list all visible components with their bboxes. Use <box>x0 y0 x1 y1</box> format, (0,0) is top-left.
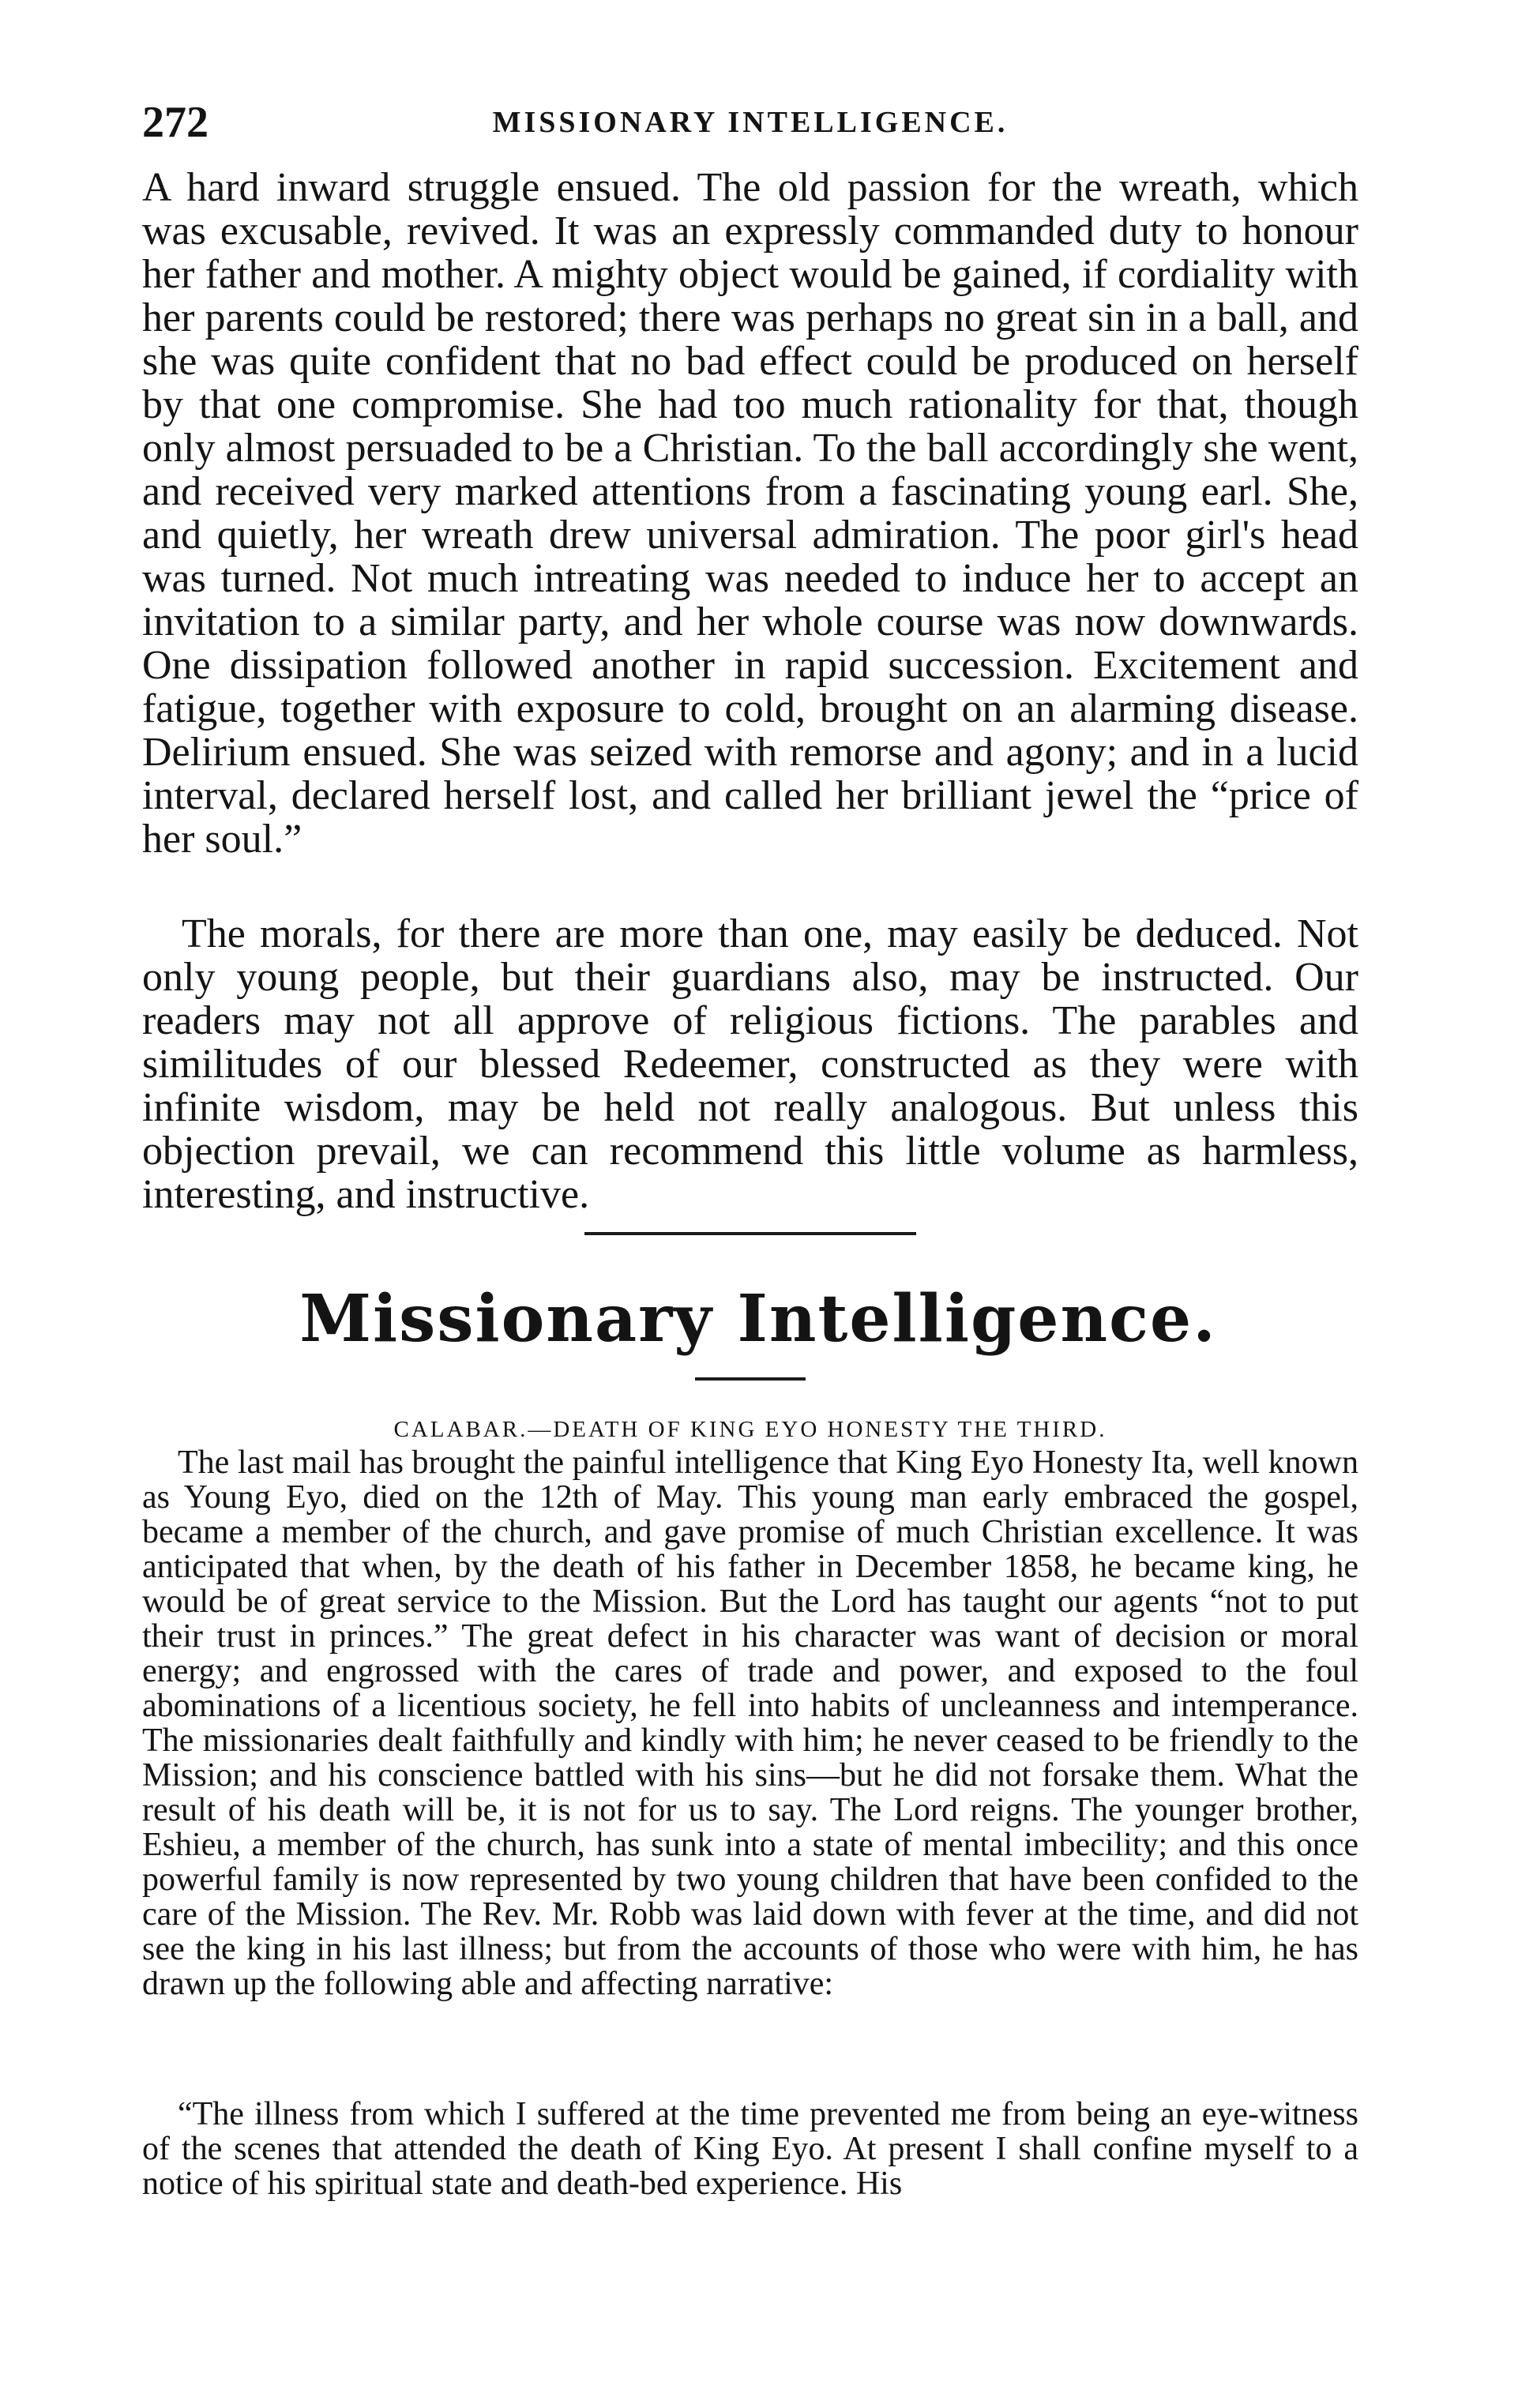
section-divider-rule <box>584 1232 916 1235</box>
running-title: MISSIONARY INTELLIGENCE. <box>492 106 1009 139</box>
article-subheading: CALABAR.—DEATH OF KING EYO HONESTY THE THIRD. <box>393 1417 1107 1442</box>
title-underline-rule <box>695 1377 806 1381</box>
article-paragraph-2: “The illness from which I suffered at the time prevented me from being an eye-witness of the scenes that attended the death of King Eyo. At present I shall confine myself to a notice of his spiritual state and death-bed experience. His <box>142 2096 1358 2202</box>
review-paragraph-1: A hard inward struggle ensued. The old passion for the wreath, which was excusable, revived. It was an expressly commanded duty to honour her father and mother. A mighty object would be gained, if cordiality with her parents could be restored; there was perhaps no great sin in a ball, and she was quite confident that no bad effect could be produced on herself by that one compromise. She had too much rationality for that, though only almost persuaded to be a Christian. To the ball accordingly she went, and received very marked attentions from a fascinating young earl. She, and quietly, her wreath drew universal admiration. The poor girl's head was turned. Not much intreating was needed to induce her to accept an invitation to a similar party, and her whole course was now downwards. One dissipation followed another in rapid succession. Excitement and fatigue, together with exposure to cold, brought on an alarming disease. Delirium ensued. She was seized with remorse and agony; and in a lucid interval, declared herself lost, and called her brilliant jewel the “price of her soul.” <box>142 165 1358 862</box>
article-paragraph-1: The last mail has brought the painful intelligence that King Eyo Honesty Ita, well known as Young Eyo, died on the 12th of May. This young man early embraced the gospel, became a member of the church, and gave promise of much Christian excellence. It was anticipated that when, by the death of his father in December 1858, he became king, he would be of great service to the Mission. But the Lord has taught our agents “not to put their trust in princes.” The great defect in his character was want of decision or moral energy; and engrossed with the cares of trade and power, and exposed to the foul abominations of a licentious society, he fell into habits of uncleanness and intemperance. The missionaries dealt faithfully and kindly with him; he never ceased to be friendly to the Mission; and his conscience battled with his sins—but he did not forsake them. What the result of his death will be, it is not for us to say. The Lord reigns. The younger brother, Eshieu, a member of the church, has sunk into a state of mental imbecility; and this once powerful family is now represented by two young children that have been confided to the care of the Mission. The Rev. Mr. Robb was laid down with fever at the time, and did not see the king in his last illness; but from the accounts of those who were with him, he has drawn up the following able and affecting narrative: <box>142 1444 1358 2002</box>
review-paragraph-2: The morals, for there are more than one, may easily be deduced. Not only young people, but their guardians also, may be instructed. Our readers may not all approve of religious fictions. The parables and similitudes of our blessed Redeemer, constructed as they were with infinite wisdom, may be held not really analogous. But unless this objection prevail, we can recommend this little volume as harmless, interesting, and instructive. <box>142 911 1358 1217</box>
running-head <box>142 95 1358 150</box>
section-title: Missionary Intelligence. <box>299 1281 1217 1357</box>
page-number: 272 <box>142 98 209 147</box>
